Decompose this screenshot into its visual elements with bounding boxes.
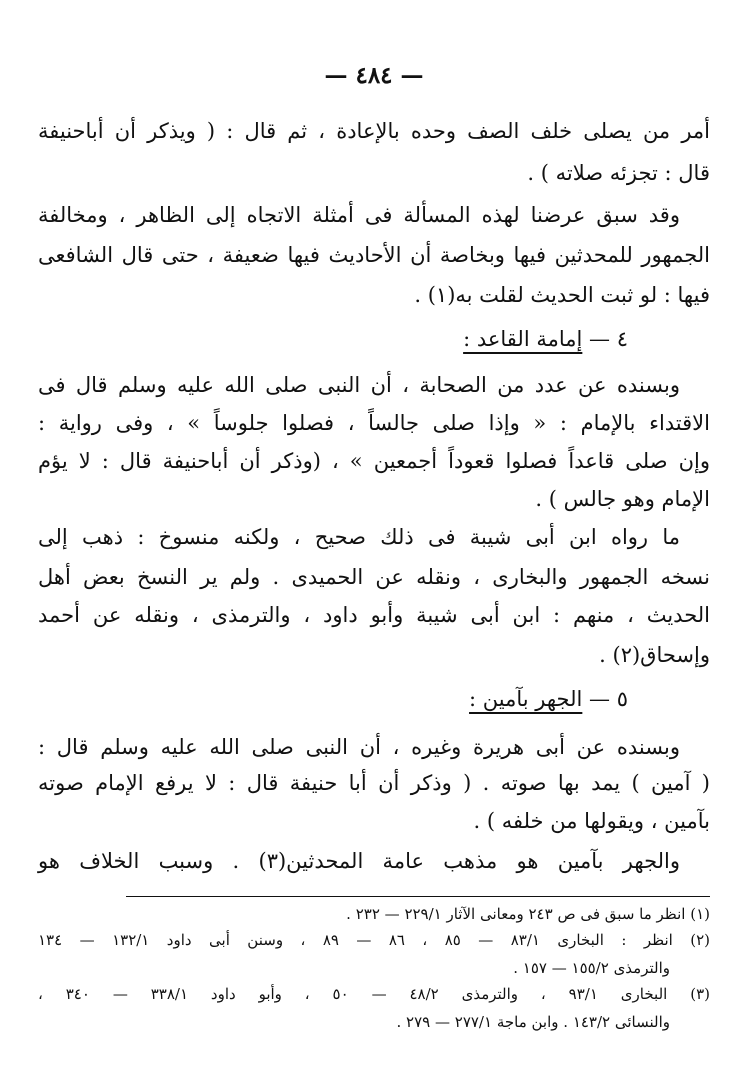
section-heading (469, 684, 628, 714)
paragraph-line: الاقتداء بالإمام : « وإذا صلى جالساً ، فصلوا جلوساً » ، وفى رواية : (38, 411, 710, 435)
paragraph-line: وبسنده عن عدد من الصحابة ، أن النبى صلى الله عليه وسلم قال فى (38, 373, 680, 397)
paragraph-line: وبسنده عن أبى هريرة وغيره ، أن النبى صلى الله عليه وسلم قال : (38, 735, 680, 759)
paragraph-line: وإسحاق(٢) . (599, 643, 710, 667)
section-number: ٤ — (589, 327, 628, 351)
paragraph-line: ( آمين ) يمد بها صوته . ( وذكر أن أبا حنيفة قال : لا يرفع الإمام صوته (38, 771, 710, 795)
page-number: — ٤٨٤ — (324, 62, 424, 89)
paragraph-line: الجمهور للمحدثين فيها وبخاصة أن الأحاديث فيها ضعيفة ، حتى قال الشافعى (38, 243, 710, 267)
section-heading (463, 324, 628, 354)
paragraph-line: الإمام وهو جالس ) . (535, 487, 710, 511)
paragraph-line: قال : تجزئه صلاته ) . (527, 161, 710, 185)
section-title: الجهر بآمين : (469, 687, 583, 711)
footnote-line: (٣) البخارى ٩٣/١ ، والترمذى ٤٨/٢ — ٥٠ ، وأبو داود ٣٣٨/١ — ٣٤٠ ، (38, 985, 710, 1003)
footnote-line: (١) انظر ما سبق فى ص ٢٤٣ ومعانى الآثار ٢٢٩/١ — ٢٣٢ . (346, 905, 710, 923)
section-number: ٥ — (589, 687, 628, 711)
paragraph-line: وقد سبق عرضنا لهذه المسألة فى أمثلة الاتجاه إلى الظاهر ، ومخالفة (38, 203, 680, 227)
paragraph-line: فيها : لو ثبت الحديث لقلت به(١) . (414, 283, 710, 307)
paragraph-line: والجهر بآمين هو مذهب عامة المحدثين(٣) . وسبب الخلاف هو (38, 849, 680, 873)
footnote-line: (٢) انظر : البخارى ٨٣/١ — ٨٥ ، ٨٦ — ٨٩ ، وسنن أبى داود ١٣٢/١ — ١٣٤ (38, 931, 711, 949)
paragraph-line: وإن صلى قاعداً فصلوا قعوداً أجمعين » ، (وذكر أن أباحنيفة قال : لا يؤم (38, 449, 710, 473)
paragraph-line: الحديث ، منهم : ابن أبى شيبة وأبو داود ، والترمذى ، ونقله عن أحمد (38, 603, 710, 627)
paragraph-line: ما رواه ابن أبى شيبة فى ذلك صحيح ، ولكنه منسوخ : ذهب إلى (38, 525, 680, 549)
paragraph-line: بآمين ، ويقولها من خلفه ) . (473, 809, 710, 833)
section-title: إمامة القاعد : (463, 327, 583, 351)
paragraph-line: نسخه الجمهور والبخارى ، ونقله عن الحميدى . ولم ير النسخ بعض أهل (38, 565, 710, 589)
paragraph-line: أمر من يصلى خلف الصف وحده بالإعادة ، ثم قال : ( ويذكر أن أباحنيفة (38, 119, 710, 143)
footnote-line: والترمذى ١٥٥/٢ — ١٥٧ . (513, 959, 670, 977)
footnote-line: والنسائى ١٤٣/٢ . وابن ماجة ٢٧٧/١ — ٢٧٩ . (396, 1013, 670, 1031)
footnote-divider (126, 896, 710, 897)
